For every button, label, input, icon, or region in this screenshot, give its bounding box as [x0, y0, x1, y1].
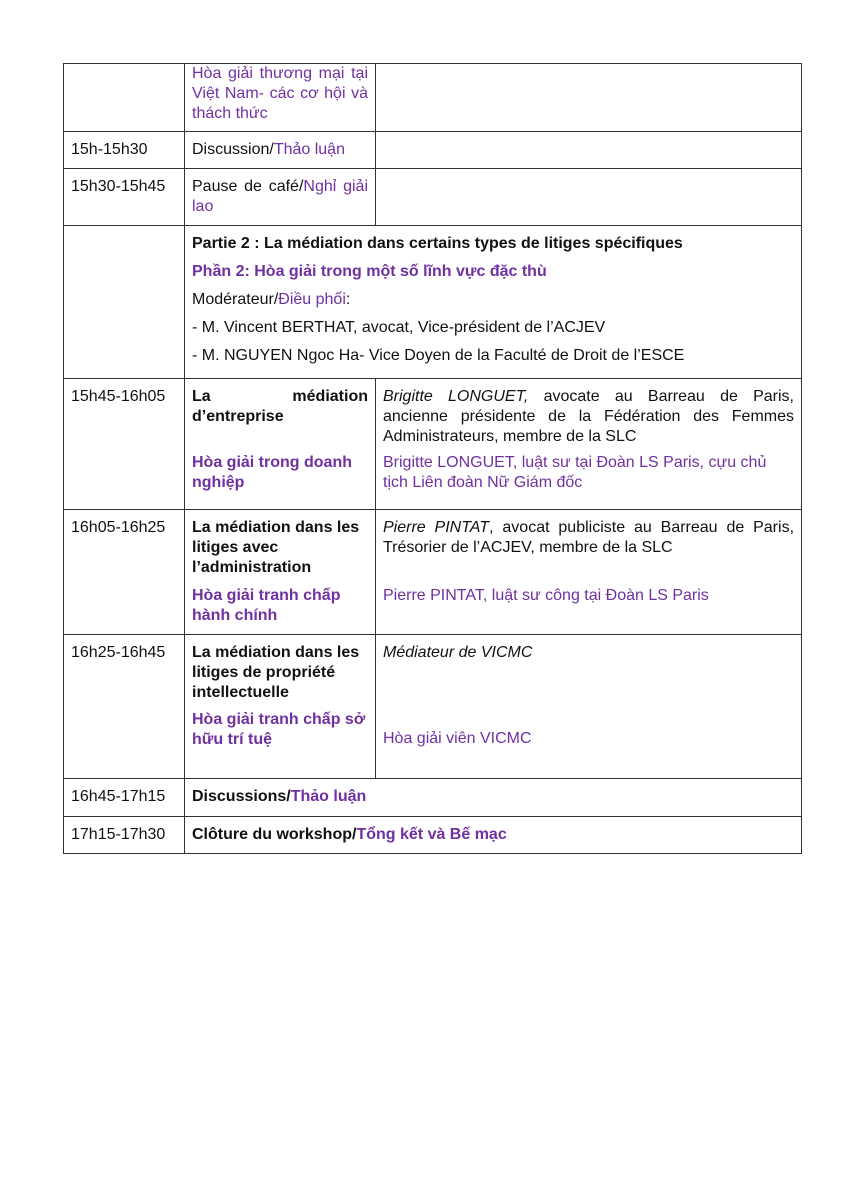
speaker-desc: avocate au Barreau de Paris, ancienne présidente de la Fédération des Femmes Administrateurs, membre de la SLC	[383, 388, 794, 445]
table-row	[64, 169, 802, 226]
moderator-heading	[192, 286, 794, 314]
time-cell: 17h15-17h30	[64, 817, 185, 854]
topic-cell	[185, 379, 376, 510]
spacer	[192, 578, 368, 586]
speaker-fr	[383, 387, 794, 447]
table-row	[64, 635, 802, 779]
spacer	[192, 427, 368, 453]
topic-vi: Nghỉ giải lao	[192, 178, 368, 215]
time-cell: 15h45-16h05	[64, 379, 185, 510]
table-row	[64, 64, 802, 132]
table-row	[64, 226, 802, 379]
speaker-name: Pierre PINTAT	[383, 519, 490, 536]
moderator-2: - M. NGUYEN Ngoc Ha- Vice Doyen de la Faculté de Droit de l’ESCE	[192, 347, 685, 364]
moderator-1: - M. Vincent BERTHAT, avocat, Vice-président de l’ACJEV	[192, 319, 606, 336]
topic-fr: Discussion/	[192, 141, 274, 158]
speaker-cell	[376, 132, 802, 169]
moderator-colon: :	[345, 291, 351, 308]
time-cell: 15h-15h30	[64, 132, 185, 169]
speaker-cell	[376, 169, 802, 226]
speaker-cell	[376, 64, 802, 132]
time-cell: 15h30-15h45	[64, 169, 185, 226]
part2-cell	[185, 226, 802, 379]
topic-fr: La médiation dans les litiges de propriété intellectuelle	[192, 644, 360, 701]
spacer	[383, 663, 794, 729]
topic-cell	[185, 510, 376, 635]
speaker-vi: Hòa giải viên VICMC	[383, 730, 532, 747]
speaker-cell	[376, 635, 802, 779]
time-cell	[64, 64, 185, 132]
speaker-cell	[376, 379, 802, 510]
part2-title-fr: Partie 2 : La médiation dans certains types de litiges spécifiques	[192, 235, 683, 252]
speaker-name: Brigitte LONGUET,	[383, 388, 529, 405]
schedule-table	[63, 63, 802, 854]
topic-cell	[185, 132, 376, 169]
topic-fr: Pause de café/	[192, 178, 304, 195]
speaker-vi: Brigitte LONGUET, luật sư tại Đoàn LS Paris, cựu chủ tịch Liên đoàn Nữ Giám đốc	[383, 454, 767, 491]
topic-cell	[185, 635, 376, 779]
part2-title-vi: Phần 2: Hòa giải trong một số lĩnh vực đặc thù	[192, 263, 547, 280]
topic-vi: Hòa giải tranh chấp sở hữu trí tuệ	[192, 711, 366, 748]
topic-fr: Discussions/	[192, 788, 291, 805]
speaker-fr	[383, 518, 794, 558]
table-row	[64, 817, 802, 854]
topic-fr: La médiation dans les litiges avec l’administration	[192, 519, 360, 576]
speaker-cell	[376, 510, 802, 635]
speaker-fr: Médiateur de VICMC	[383, 644, 533, 661]
time-cell	[64, 226, 185, 379]
topic-vi: Thảo luận	[273, 141, 345, 158]
topic-cell	[185, 169, 376, 226]
time-cell: 16h25-16h45	[64, 635, 185, 779]
topic-vi: Hòa giải tranh chấp hành chính	[192, 587, 341, 624]
moderator-label-vi: Điều phối	[278, 291, 346, 308]
topic-fr	[192, 387, 368, 427]
moderator-label-fr: Modérateur/	[192, 291, 279, 308]
table-row	[64, 132, 802, 169]
spacer	[383, 558, 794, 586]
spacer	[192, 703, 368, 710]
topic-cell	[185, 817, 802, 854]
topic-cell	[185, 779, 802, 817]
topic-vi: Thảo luận	[290, 788, 367, 805]
time-cell: 16h05-16h25	[64, 510, 185, 635]
topic-vi: Hòa giải trong doanh nghiệp	[192, 454, 352, 491]
topic-fr: Clôture du workshop/	[192, 826, 357, 843]
topic-vi: Hòa giải thương mại tại Việt Nam- các cơ hội và thách thức	[192, 65, 368, 122]
table-row	[64, 779, 802, 817]
topic-fr-text: La médiation d’entreprise	[192, 388, 368, 425]
topic-cell	[185, 64, 376, 132]
topic-vi: Tổng kết và Bế mạc	[356, 826, 507, 843]
speaker-desc: , avocat publiciste au Barreau de Paris, Trésorier de l’ACJEV, membre de la SLC	[383, 519, 795, 556]
table-row	[64, 379, 802, 510]
table-row	[64, 510, 802, 635]
speaker-vi: Pierre PINTAT, luật sư công tại Đoàn LS Paris	[383, 587, 709, 604]
time-cell: 16h45-17h15	[64, 779, 185, 817]
